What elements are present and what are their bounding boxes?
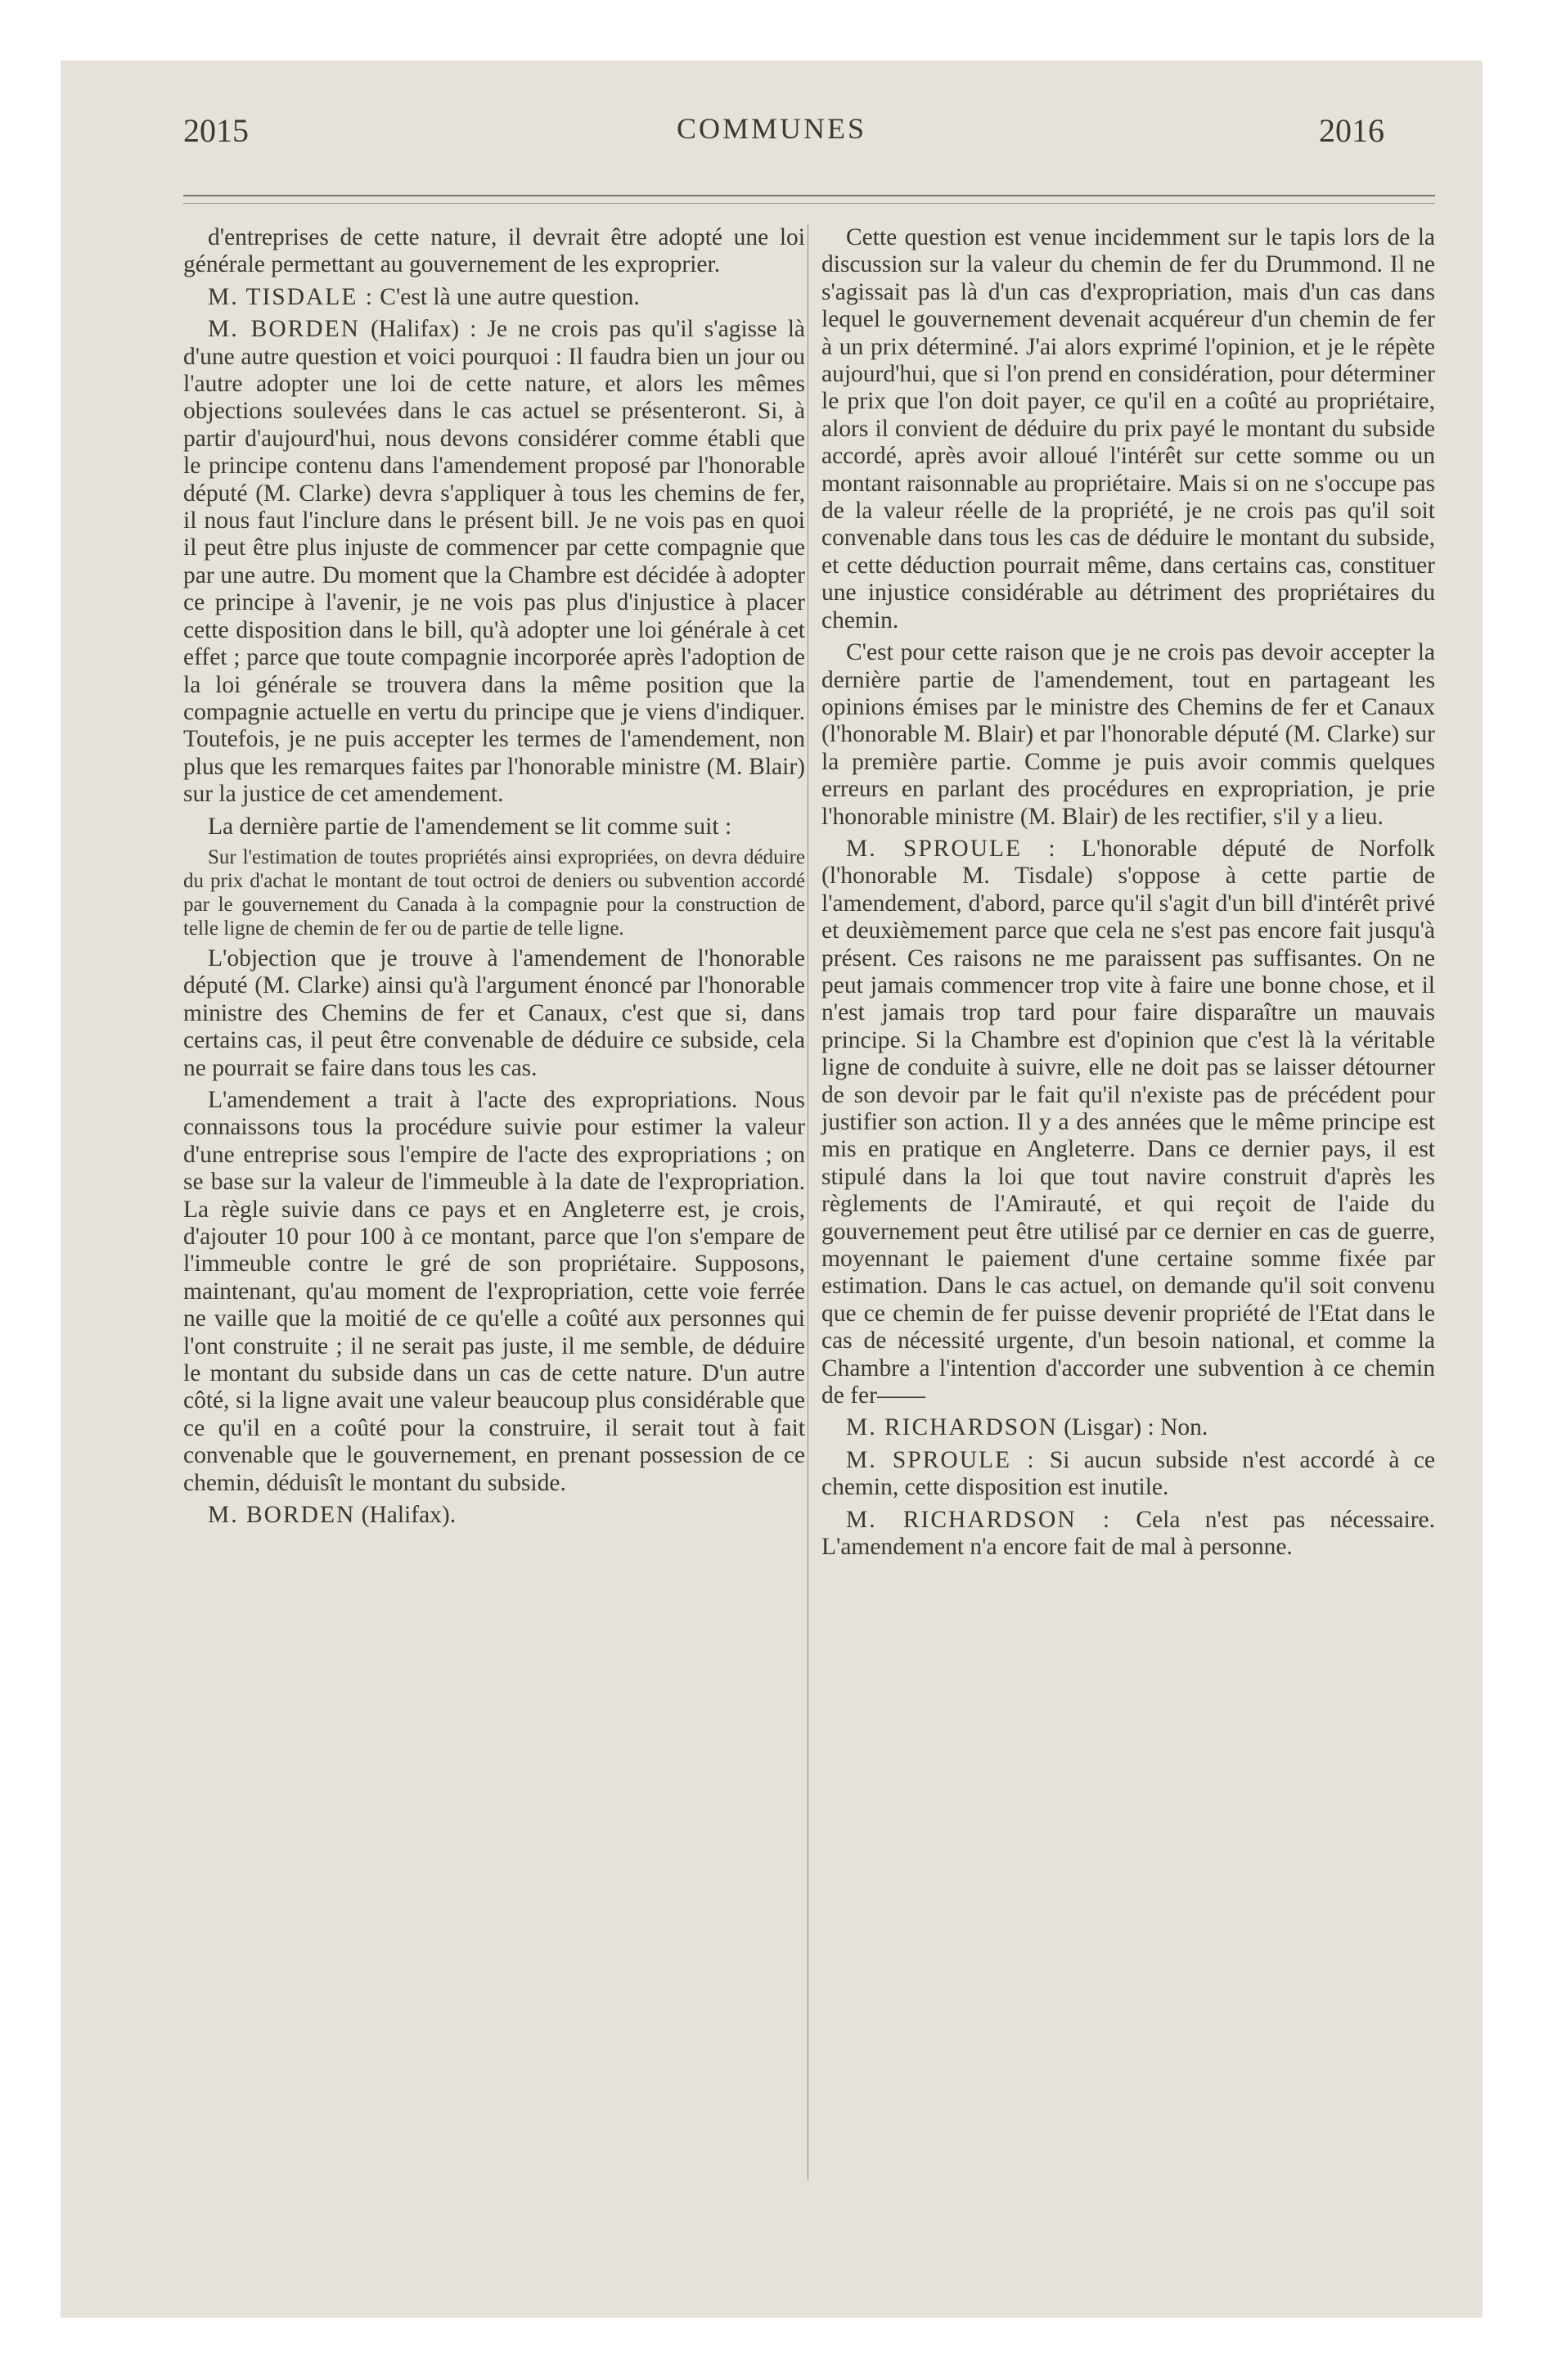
page-header (61, 111, 1483, 169)
speech-text: L'honorable député de Norfolk (l'honorable M. Tisdale) s'oppose à cette partie de l'amendement, d'abord, parce qu'il s'agit d'un bill d'intérêt privé et deuxièmement parce que cela ne s'est pas encore fait jusqu'à présent. Ces raisons ne me paraissent pas suffisantes. On ne peut jamais commencer trop vite à faire une bonne chose, et il n'est jamais trop tard pour faire disparaître un mauvais principe. Si la Chambre est d'opinion que c'est là la véritable ligne de conduite à suivre, elle ne doit pas se laisser détourner de son devoir par le fait qu'il n'existe pas de précédent pour justifier son action. Il y a des années que le même principe est mis en pratique en Angleterre. Dans ce dernier pays, il est stipulé dans la loi que tout navire construit d'après les règlements de l'Amirauté, et qui reçoit de l'aide du gouvernement peut être utilisé par ce dernier en cas de guerre, moyennant le paiement d'une certaine somme fixée par estimation. Dans le cas actuel, on demande qu'il soit convenu que ce chemin de fer puisse devenir propriété de l'Etat dans le cas de nécessité urgente, d'un besoin national, et comme la Chambre a l'intention d'accorder une subvention à ce chemin de fer—— (821, 835, 1435, 1409)
speaker-paragraph (821, 1507, 1435, 1562)
speech-text: (Lisgar) : Non. (1064, 1414, 1208, 1441)
quoted-amendment: Sur l'estimation de toutes propriétés ainsi expropriées, on devra déduire du prix d'achat le montant de tout octroi de deniers ou subvention accordé par le gouvernement du Canada à la compagnie pour la construction de telle ligne de chemin de fer ou de partie de telle ligne. (183, 845, 805, 940)
speaker-name: M. SPROULE : (846, 835, 1057, 862)
paragraph: L'objection que je trouve à l'amendement de l'honorable député (M. Clarke) ainsi qu'à l'argument énoncé par l'honorable ministre des Chemins de fer et Canaux, c'est que si, dans certains cas, il peut être convenable de déduire ce subside, cela ne pourrait se faire dans tous les cas. (183, 944, 805, 1081)
speaker-name: M. RICHARDSON : (846, 1506, 1112, 1533)
speech-text: (Halifax). (361, 1502, 457, 1529)
speech-text: Si aucun subside n'est accordé à ce chemin, cette disposition est inutile. (821, 1446, 1436, 1501)
paragraph: Cette question est venue incidemment sur le tapis lors de la discussion sur la valeur du chemin de fer du Drummond. Il ne s'agissait pas là d'un cas d'expropriation, mais d'un cas dans lequel le gouvernement devenait acquéreur d'un chemin de fer à un prix déterminé. J'ai alors exprimé l'opinion, et je le répète aujourd'hui, que si l'on prend en considération, pour déterminer le prix que l'on doit payer, ce qu'il en a coûté au propriétaire, alors il convient de déduire du prix payé le montant du subside accordé, après avoir alloué l'intérêt sur cette somme ou un montant raisonnable au propriétaire. Mais si on ne s'occupe pas de la valeur réelle de la propriété, je ne crois pas qu'il soit convenable dans tous les cas de déduire le montant du subside, et cette déduction pourrait même, dans certains cas, constituer une injustice considérable au détriment des propriétaires du chemin. (821, 224, 1435, 633)
speech-text: Cela n'est pas nécessaire. L'amendement n'a encore fait de mal à personne. (821, 1506, 1436, 1561)
header-rule (183, 195, 1435, 196)
paragraph: d'entreprises de cette nature, il devrait être adopté une loi générale permettant au gouvernement de les exproprier. (183, 224, 805, 278)
speaker-paragraph (183, 316, 805, 808)
left-column (183, 224, 805, 1534)
speaker-paragraph (821, 1414, 1435, 1441)
right-column (821, 224, 1435, 1566)
page-number-left: 2015 (183, 112, 249, 149)
speech-text: (Halifax) : Je ne crois pas qu'il s'agisse là d'une autre question et voici pourquoi : Il faudra bien un jour ou l'autre adopter une loi de cette nature, et alors les mêmes objections soulevées dans le cas actuel se présenteront. Si, à partir d'aujourd'hui, nous devons considérer comme établi que le principe contenu dans l'amendement proposé par l'honorable député (M. Clarke) devra s'appliquer à tous les chemins de fer, il nous faut l'inclure dans le présent bill. Je ne vois pas en quoi il peut être plus injuste de commencer par cette compagnie que par une autre. Du moment que la Chambre est décidée à adopter ce principe à l'avenir, je ne vois pas plus d'injustice à placer cette disposition dans le bill, qu'à adopter une loi générale à cet effet ; parce que toute compagnie incorporée après l'adoption de la loi générale se trouvera dans la même position que la compagnie actuelle en vertu du principe que je viens d'indiquer. Toutefois, je ne puis accepter les termes de l'amendement, non plus que les remarques faites par l'honorable ministre (M. Blair) sur la justice de cet amendement. (183, 316, 806, 808)
speaker-paragraph (821, 836, 1435, 1410)
speaker-paragraph (183, 1502, 805, 1529)
paragraph: La dernière partie de l'amendement se lit comme suit : (208, 813, 732, 840)
paragraph: C'est pour cette raison que je ne crois pas devoir accepter la dernière partie de l'amendement, tout en partageant les opinions émises par le ministre des Chemins de fer et Canaux (l'honorable M. Blair) et par l'honorable député (M. Clarke) sur la première partie. Comme je puis avoir commis quelques erreurs en parlant des procédures en expropriation, je prie l'honorable ministre (M. Blair) de les rectifier, s'il y a lieu. (821, 639, 1435, 830)
speaker-name: M. TISDALE : (208, 283, 374, 310)
speaker-paragraph (183, 284, 805, 311)
speaker-name: M. BORDEN (208, 1502, 356, 1529)
speaker-name: M. SPROULE : (846, 1446, 1036, 1473)
header-rule-thin (183, 203, 1435, 204)
speaker-name: M. BORDEN (208, 316, 360, 343)
speaker-name: M. RICHARDSON (846, 1414, 1058, 1441)
page-number-right: 2016 (1319, 112, 1384, 149)
scanned-page (61, 61, 1483, 2318)
speech-text: C'est là une autre question. (380, 283, 640, 310)
running-title: COMMUNES (676, 112, 867, 145)
paragraph: L'amendement a trait à l'acte des expropriations. Nous connaissons tous la procédure suivie pour estimer la valeur d'une entreprise sous l'empire de l'acte des expropriations ; on se base sur la valeur de l'immeuble à la date de l'expropriation. La règle suivie dans ce pays et en Angleterre est, je crois, d'ajouter 10 pour 100 à ce montant, parce que l'on s'empare de l'immeuble contre le gré de son propriétaire. Supposons, maintenant, qu'au moment de l'expropriation, cette voie ferrée ne vaille que la moitié de ce qu'elle a coûté aux personnes qui l'ont construite ; il ne serait pas juste, il me semble, de déduire le montant du subside dans un cas de cette nature. D'un autre côté, si la ligne avait une valeur beaucoup plus considérable que ce qu'il en a coûté pour la construire, il serait tout à fait convenable que le gouvernement, en prenant possession de ce chemin, déduisît le montant du subside. (183, 1086, 805, 1496)
speaker-paragraph (821, 1447, 1435, 1502)
